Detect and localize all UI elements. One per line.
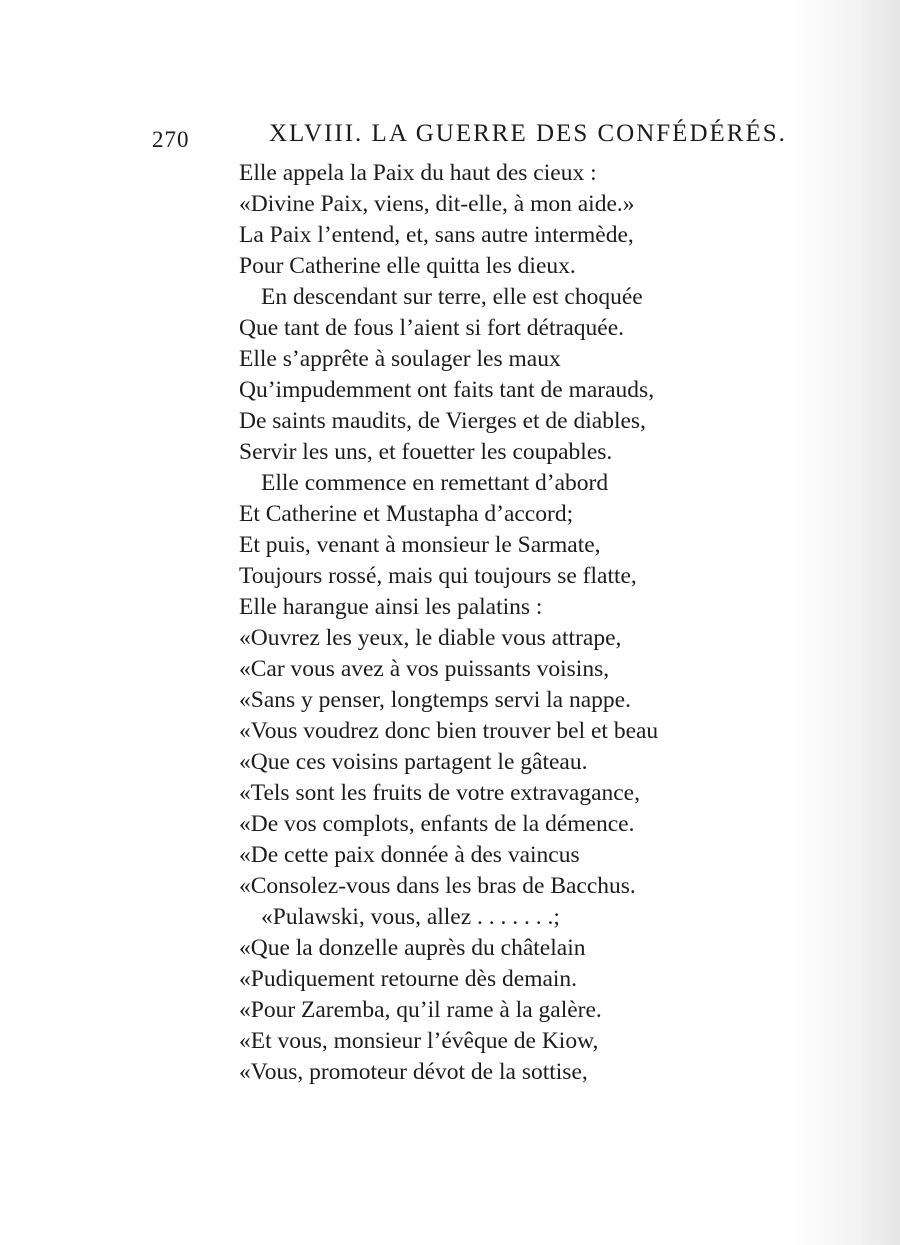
verse-line: Que tant de fous l’aient si fort détraquée. xyxy=(239,315,624,341)
verse-line: «Pudiquement retourne dès demain. xyxy=(239,966,578,992)
verse-line: «Que la donzelle auprès du châtelain xyxy=(239,935,586,961)
verse-line: «Ouvrez les yeux, le diable vous attrape, xyxy=(239,625,622,651)
running-head: XLVIII. LA GUERRE DES CONFÉDÉRÉS. xyxy=(269,120,787,147)
verse-line: Qu’impudemment ont faits tant de marauds, xyxy=(239,377,655,403)
verse-line: La Paix l’entend, et, sans autre intermède, xyxy=(239,222,634,248)
verse-line: «Consolez-vous dans les bras de Bacchus. xyxy=(239,873,636,899)
verse-line: Et puis, venant à monsieur le Sarmate, xyxy=(239,532,601,558)
verse-line: «Divine Paix, viens, dit-elle, à mon aide.» xyxy=(239,191,635,217)
verse-line: Elle commence en remettant d’abord xyxy=(261,470,609,496)
verse-line: «Vous voudrez donc bien trouver bel et beau xyxy=(239,718,659,744)
verse-line: «Vous, promoteur dévot de la sottise, xyxy=(239,1059,588,1085)
page-number: 270 xyxy=(152,127,190,152)
verse-line: «Que ces voisins partagent le gâteau. xyxy=(239,749,588,775)
verse-line: Servir les uns, et fouetter les coupables. xyxy=(239,439,613,465)
verse-line: De saints maudits, de Vierges et de diables, xyxy=(239,408,646,434)
verse-line: Toujours rossé, mais qui toujours se flatte, xyxy=(239,563,637,589)
verse-line: «Pour Zaremba, qu’il rame à la galère. xyxy=(239,997,602,1023)
verse-line: «De cette paix donnée à des vaincus xyxy=(239,842,580,868)
verse-line: «Pulawski, vous, allez . . . . . . .; xyxy=(261,904,560,930)
verse-line: «De vos complots, enfants de la démence. xyxy=(239,811,635,837)
verse-line: «Car vous avez à vos puissants voisins, xyxy=(239,656,610,682)
verse-line: Et Catherine et Mustapha d’accord; xyxy=(239,501,574,527)
verse-line: Elle appela la Paix du haut des cieux : xyxy=(239,160,597,186)
verse-line: «Sans y penser, longtemps servi la nappe. xyxy=(239,687,631,713)
poem-text xyxy=(239,158,658,1088)
verse-line: Pour Catherine elle quitta les dieux. xyxy=(239,253,576,279)
verse-line: «Et vous, monsieur l’évêque de Kiow, xyxy=(239,1028,599,1054)
verse-line: En descendant sur terre, elle est choquée xyxy=(261,284,643,310)
verse-line: Elle harangue ainsi les palatins : xyxy=(239,594,543,620)
verse-line: Elle s’apprête à soulager les maux xyxy=(239,346,561,372)
verse-line: «Tels sont les fruits de votre extravagance, xyxy=(239,780,640,806)
